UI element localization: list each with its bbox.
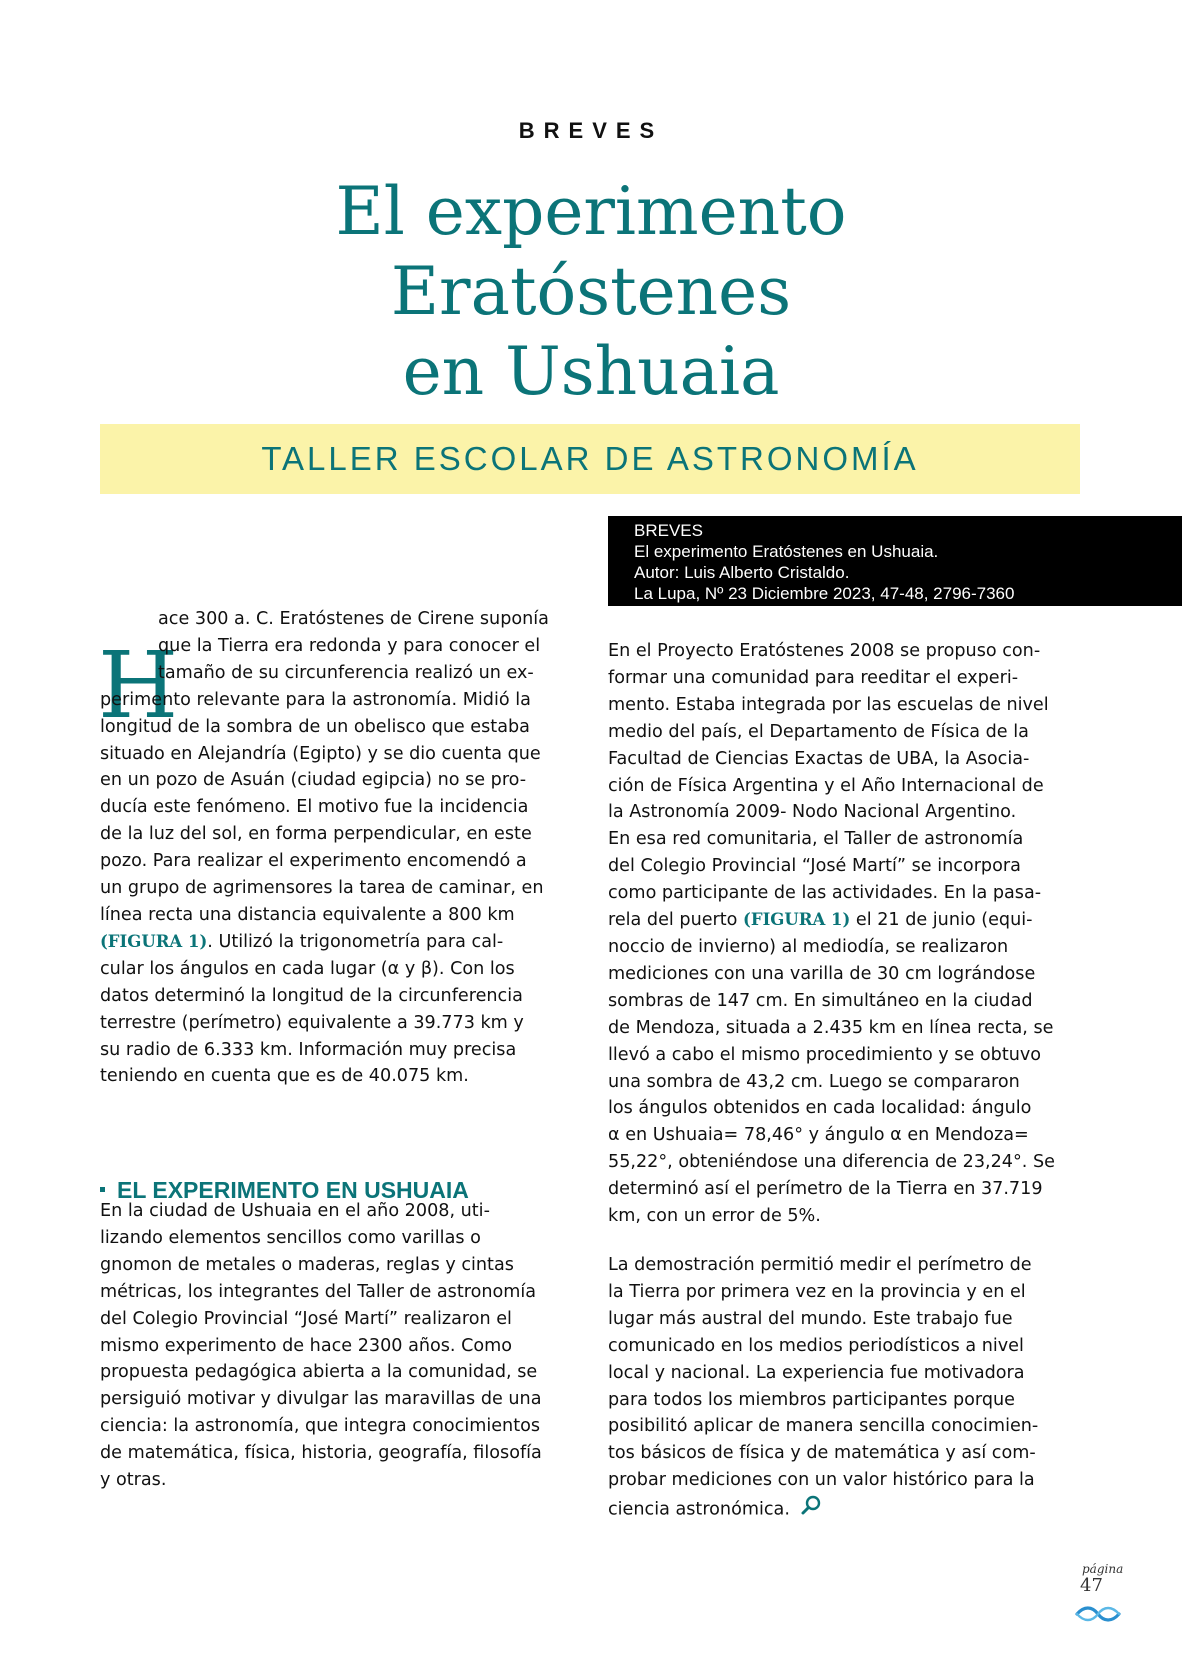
citation-line: El experimento Eratóstenes en Ushuaia. [634,542,939,561]
text-line: un grupo de agrimensores la tarea de caminar, en [100,878,544,899]
text-line: determinó así el perímetro de la Tierra en 37.719 [608,1179,1043,1200]
text-line: longitud de la sombra de un obelisco que estaba [100,716,530,737]
text-fragment: rela del puerto [608,910,744,931]
text-line: mediciones con una varilla de 30 cm lográndose [608,963,1036,984]
text-line: En el Proyecto Eratóstenes 2008 se propuso con- [608,641,1041,661]
text-line: su radio de 6.333 km. Información muy precisa [100,1039,517,1060]
text-line: probar mediciones con un valor histórico para la [608,1470,1035,1491]
citation-line: La Lupa, Nº 23 Diciembre 2023, 47-48, 2796-7360 [634,584,1015,603]
text-line: sombras de 147 cm. En simultáneo en la ciudad [608,990,1033,1011]
section-kicker: BREVES [518,118,664,143]
text-line: tos básicos de física y de matemática y así com- [608,1443,1036,1464]
text-line: local y nacional. La experiencia fue motivadora [608,1362,1025,1383]
text-line: los ángulos obtenidos en cada localidad: ángulo [608,1098,1032,1119]
text-fragment: ciencia astronómica. [608,1499,790,1520]
text-line: gnomon de metales o maderas, reglas y cintas [100,1254,514,1275]
drop-cap: H [98,632,179,739]
title-line: Eratóstenes [390,253,792,330]
section-heading-text: EL EXPERIMENTO EN USHUAIA [117,1177,469,1203]
text-line: ace 300 a. C. Eratóstenes de Cirene suponía [158,609,549,629]
text-line: En la ciudad de Ushuaia en el año 2008, uti- [100,1201,490,1221]
text-line: lizando elementos sencillos como varillas o [100,1227,481,1248]
figure-reference[interactable]: (FIGURA 1) [100,931,208,951]
text-line: ción de Física Argentina y el Año Internacional de [608,775,1044,796]
title-line: El experimento [335,173,847,250]
right-column-paragraph-2 [608,1252,1088,1525]
text-line: tamaño de su circunferencia realizó un ex- [158,662,534,683]
text-line [100,929,580,956]
text-line: la Tierra por primera vez en la provincia y en el [608,1281,1026,1302]
citation-line: BREVES [634,521,703,540]
text-line: posibilitó aplicar de manera sencilla conocimien- [608,1416,1039,1437]
text-line: como participante de las actividades. En la pasa- [608,883,1042,904]
text-line: α en Ushuaia= 78,46° y ángulo α en Mendoza= [608,1125,1029,1146]
text-line: propuesta pedagógica abierta a la comunidad, se [100,1362,538,1383]
text-line: llevó a cabo el mismo procedimiento y se obtuvo [608,1044,1042,1065]
bullet-icon [100,1187,105,1192]
text-line: datos determinó la longitud de la circunferencia [100,985,523,1006]
text-line: para todos los miembros participantes porque [608,1389,1015,1410]
citation-line: Autor: Luis Alberto Cristaldo. [634,563,850,582]
text-line: la Astronomía 2009- Nodo Nacional Argentino. [608,802,1017,823]
text-line: En esa red comunitaria, el Taller de astronomía [608,829,1024,850]
text-line: teniendo en cuenta que es de 40.075 km. [100,1066,469,1087]
text-line: La demostración permitió medir el perímetro de [608,1255,1032,1275]
text-line: perimento relevante para la astronomía. Midió la [100,689,531,710]
text-line: ducía este fenómeno. El motivo fue la incidencia [100,797,529,818]
text-line: persiguió motivar y divulgar las maravillas de una [100,1389,542,1410]
citation-box [608,516,1182,606]
text-line: km, con un error de 5%. [608,1206,821,1227]
left-column-paragraph-1 [100,606,580,1090]
text-line: del Colegio Provincial “José Martí” se incorpora [608,856,1021,877]
text-line: una sombra de 43,2 cm. Luego se compararon [608,1071,1020,1092]
text-line: cular los ángulos en cada lugar (α y β). Con los [100,958,515,979]
figure-reference[interactable]: (FIGURA 1) [743,910,851,930]
wave-logo-icon [1074,1604,1122,1629]
text-fragment: el 21 de junio (equi- [850,910,1033,931]
magnifier-icon [800,1494,822,1525]
right-column-paragraph-1 [608,638,1088,1230]
text-line: de Mendoza, situada a 2.435 km en línea recta, se [608,1017,1054,1038]
left-column-paragraph-2 [100,1198,580,1494]
text-line: pozo. Para realizar el experimento encomendó a [100,851,527,872]
page-number: 47 [1080,1575,1103,1596]
text-line: de la luz del sol, en forma perpendicular, en este [100,824,532,845]
text-line: que la Tierra era redonda y para conocer el [158,635,541,656]
text-line [608,907,1088,934]
text-fragment: . Utilizó la trigonometría para cal- [207,931,504,952]
article-title [0,172,1182,412]
text-line: del Colegio Provincial “José Martí” realizaron el [100,1308,512,1329]
text-line: situado en Alejandría (Egipto) y se dio cuenta que [100,743,541,764]
text-line: de matemática, física, historia, geografía, filosofía [100,1443,542,1464]
article-subtitle: TALLER ESCOLAR DE ASTRONOMÍA [261,440,919,477]
text-line: comunicado en los medios periodísticos a nivel [608,1335,1024,1356]
text-line: noccio de invierno) al mediodía, se realizaron [608,936,1009,957]
text-line: mento. Estaba integrada por las escuelas de nivel [608,694,1049,715]
page-label: página [1082,1562,1124,1576]
text-line: formar una comunidad para reeditar el experi- [608,667,1019,688]
text-line: 55,22°, obteniéndose una diferencia de 23,24°. Se [608,1152,1055,1173]
text-line: ciencia: la astronomía, que integra conocimientos [100,1416,541,1437]
text-line: y otras. [100,1470,167,1491]
text-line: mismo experimento de hace 2300 años. Como [100,1335,513,1356]
text-line: Facultad de Ciencias Exactas de UBA, la Asocia- [608,748,1030,769]
text-line: lugar más austral del mundo. Este trabajo fue [608,1308,1013,1329]
text-line: línea recta una distancia equivalente a 800 km [100,904,515,925]
title-line: en Ushuaia [402,333,780,410]
text-line: terrestre (perímetro) equivalente a 39.773 km y [100,1012,524,1033]
text-line [608,1494,1088,1525]
text-line: en un pozo de Asuán (ciudad egipcia) no se pro- [100,770,527,791]
text-line: medio del país, el Departamento de Física de la [608,721,1029,742]
text-line: métricas, los integrantes del Taller de astronomía [100,1281,537,1302]
